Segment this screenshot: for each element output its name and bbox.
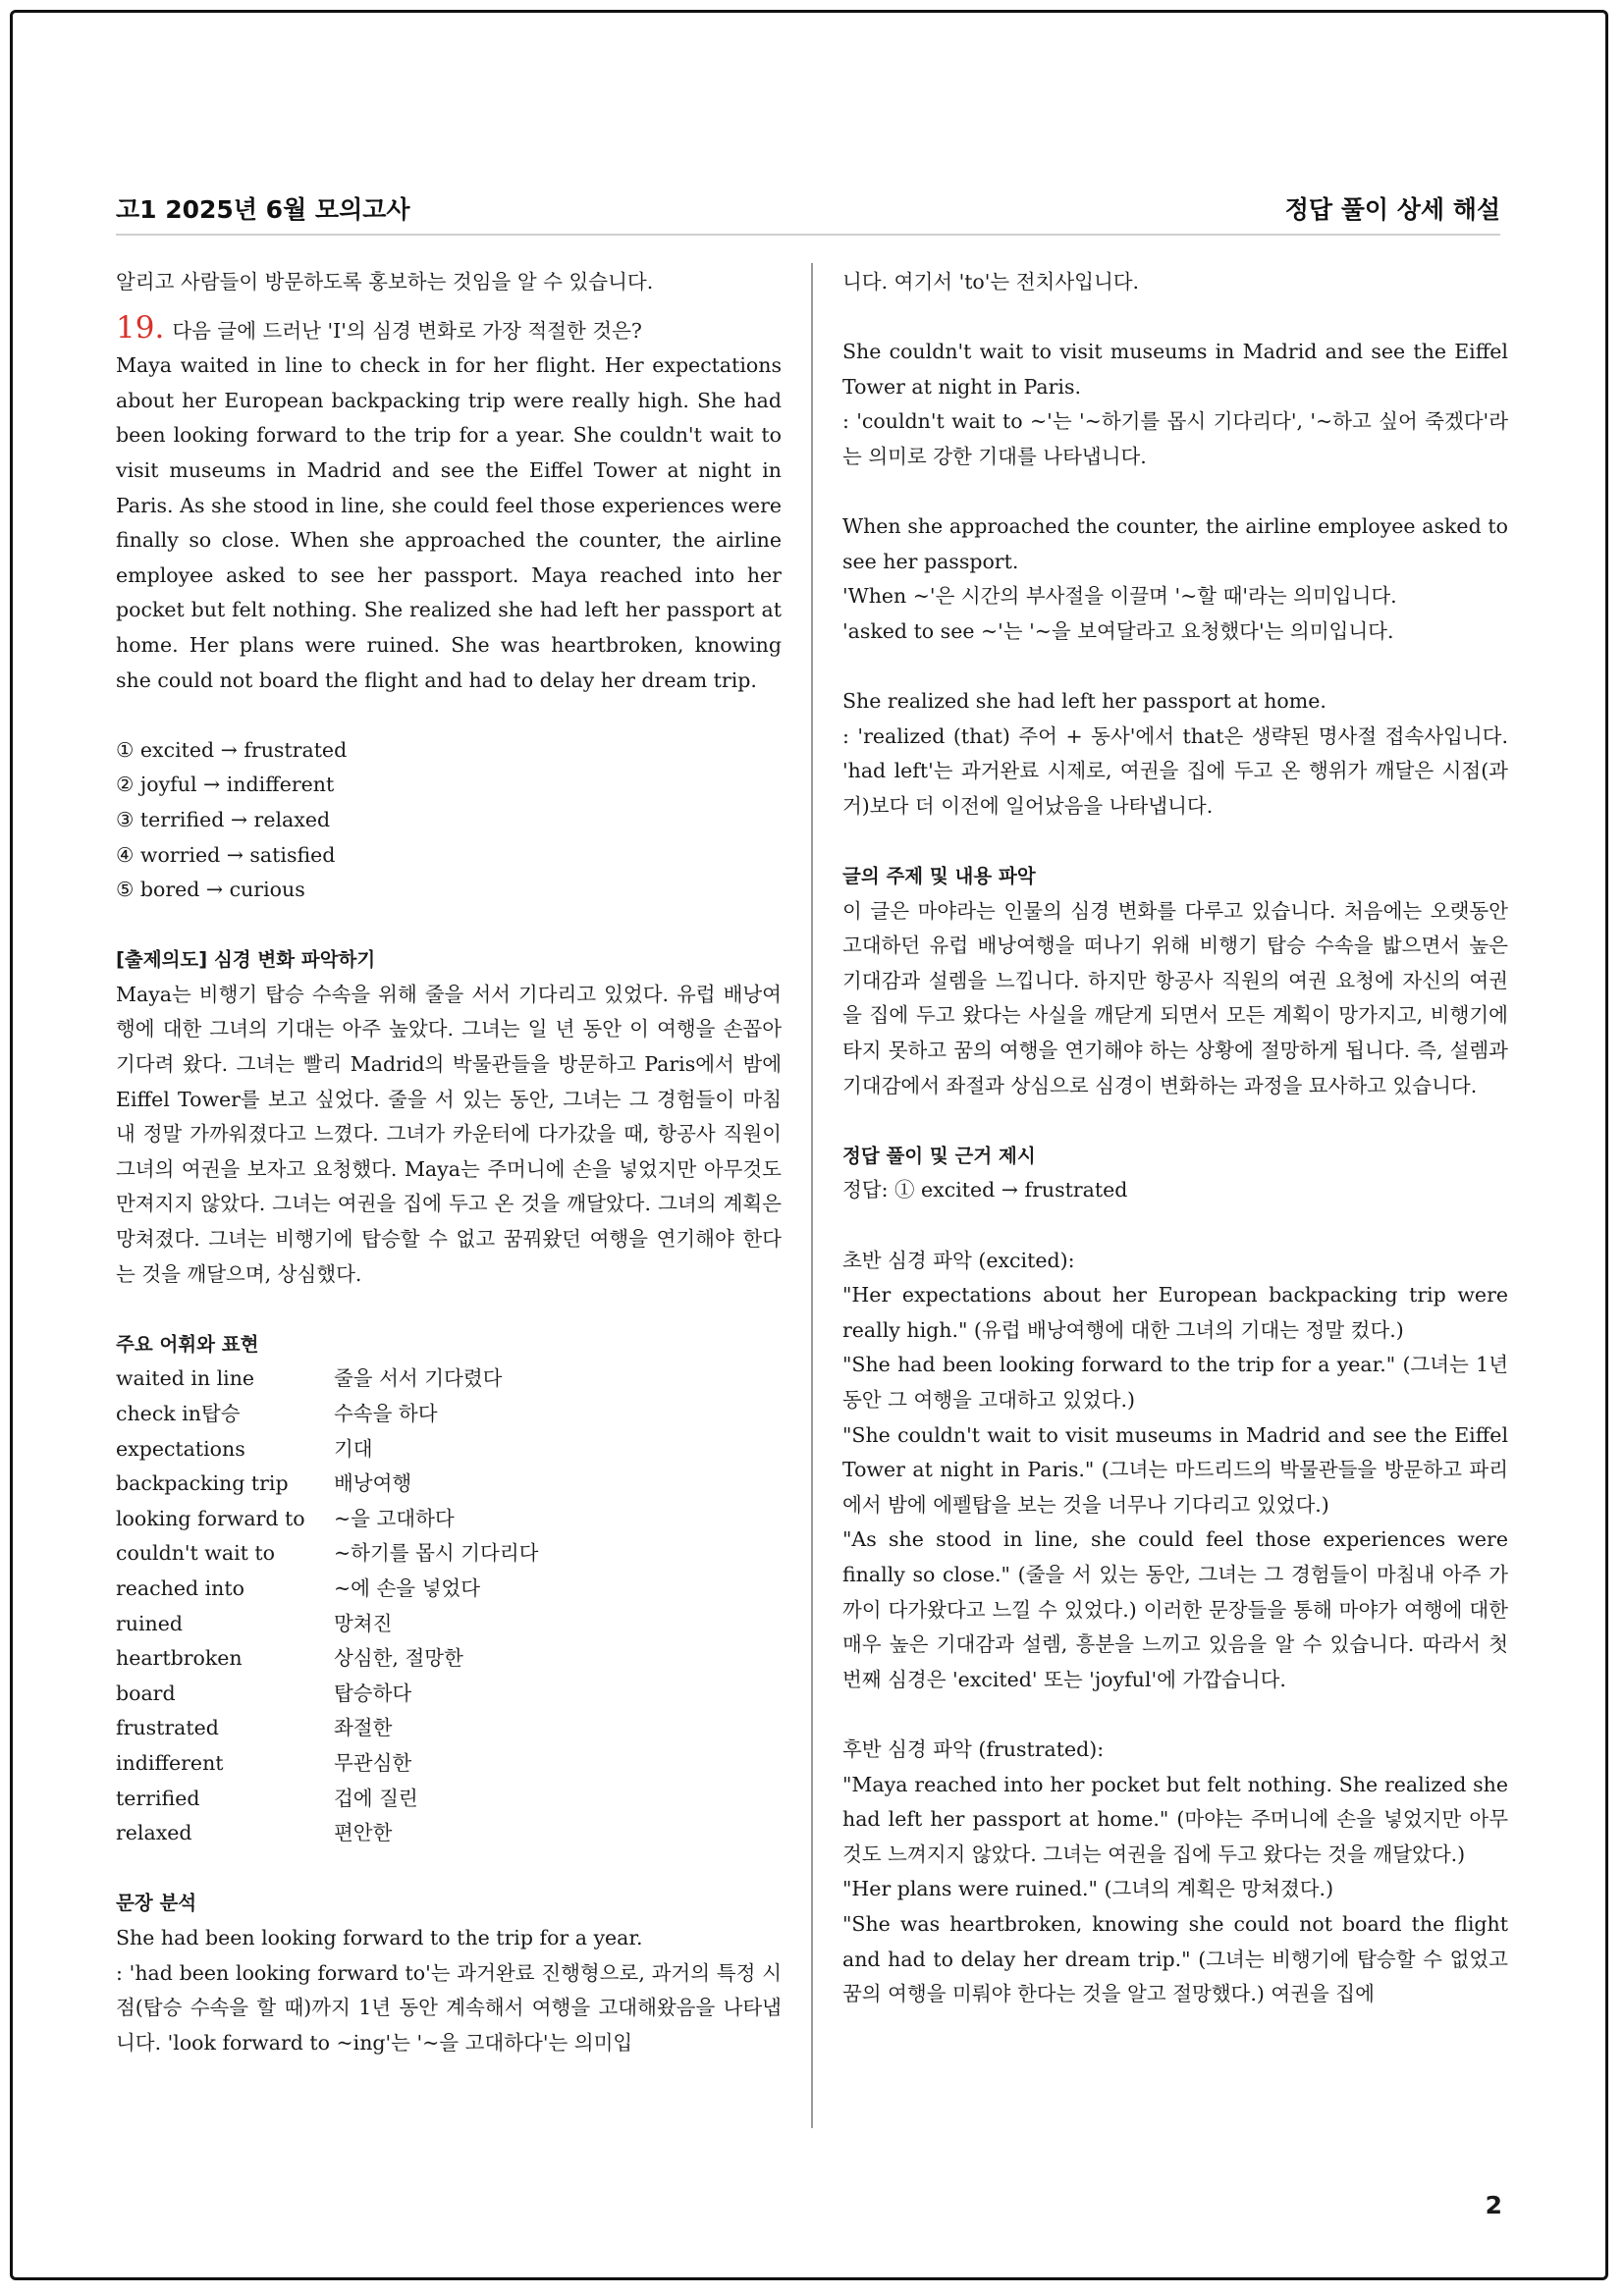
vocab-list — [116, 1362, 782, 1850]
left-column — [116, 265, 782, 2060]
vocab-row — [116, 1362, 782, 1397]
question-number: 19. — [116, 309, 165, 346]
right-column — [842, 265, 1508, 2012]
vocab-row — [116, 1432, 782, 1468]
option-5: ⑤ bored → curious — [116, 878, 305, 902]
vocab-en: relaxed — [116, 1821, 192, 1845]
vocab-ko: ~을 고대하다 — [334, 1506, 455, 1530]
vocab-row — [116, 1467, 782, 1502]
vocab-row — [116, 1572, 782, 1607]
vocab-en: frustrated — [116, 1716, 219, 1740]
analysis-explanation: : 'had been looking forward to'는 과거완료 진행형으로, 과거의 특정 시점(탑승 수속을 할 때)까지 1년 동안 계속해서 여행을 고대해왔음을 나타냅니다. 'look forward to ~ing'는 '~을 고대하다'는 의미입 — [116, 1960, 782, 2055]
option-4: ④ worried → satisfied — [116, 842, 336, 867]
late-mood-label: 후반 심경 파악 (frustrated): — [842, 1736, 1105, 1761]
vocab-row — [116, 1677, 782, 1712]
intent-translation: Maya는 비행기 탑승 수속을 위해 줄을 서서 기다리고 있었다. 유럽 배낭여행에 대한 그녀의 기대는 아주 높았다. 그녀는 일 년 동안 이 여행을 손꼽아 기다려 왔다. 그녀는 빨리 Madrid의 박물관들을 방문하고 Paris에서 밤에 Eiffel Tower를 보고 싶었다. 줄을 서 있는 동안, 그녀는 그 경험들이 마침내 정말 가까워졌다고 느꼈다. 그녀가 카운터에 다가갔을 때, 항공사 직원이 그녀의 여권을 보자고 요청했다. Maya는 주머니에 손을 넣었지만 아무것도 만져지지 않았다. 그녀는 여권을 집에 두고 온 것을 깨달았다. 그녀의 계획은 망쳐졌다. 그녀는 비행기에 탑승할 수 없고 꿈꿔왔던 여행을 연기해야 한다는 것을 깨달으며, 상심했다. — [116, 982, 782, 1286]
vocab-row — [116, 1711, 782, 1746]
vocab-en: heartbroken — [116, 1646, 243, 1671]
topic-text: 이 글은 마야라는 인물의 심경 변화를 다루고 있습니다. 처음에는 오랫동안 고대하던 유럽 배낭여행을 떠나기 위해 비행기 탑승 수속을 밟으면서 높은 기대감과 설렘을 느낍니다. 하지만 항공사 직원의 여권 요청에 자신의 여권을 집에 두고 왔다는 사실을 깨닫게 되면서 모든 계획이 망가지고, 비행기에 타지 못하고 꿈의 여행을 연기해야 하는 상황에 절망하게 됩니다. 즉, 설렘과 기대감에서 좌절과 상심으로 심경이 변화하는 과정을 묘사하고 있습니다. — [842, 898, 1508, 1097]
vocab-row — [116, 1746, 782, 1782]
evidence-quote: "As she stood in line, she could feel those experiences were finally so close." (줄을 서 있는 동안, 그녀는 그 경험들이 마침내 아주 가까이 다가왔다고 느낄 수 있었다.) 이러한 문장들을 통해 마야가 여행에 대한 매우 높은 기대감과 설렘, 흥분을 느끼고 있음을 알 수 있습니다. 따라서 첫 번째 심경은 'excited' 또는 'joyful'에 가깝습니다. — [842, 1527, 1508, 1691]
section-title: 정답 풀이 상세 해설 — [1284, 195, 1500, 224]
analysis-sentence: When she approached the counter, the airline employee asked to see her passport. — [842, 514, 1508, 573]
analysis-continued: 니다. 여기서 'to'는 전치사입니다. — [842, 270, 1140, 294]
vocab-ko: 편안한 — [334, 1821, 393, 1845]
vocab-ko: 좌절한 — [334, 1716, 393, 1740]
topic-heading: 글의 주제 및 내용 파악 — [842, 865, 1036, 888]
vocab-en: indifferent — [116, 1750, 224, 1775]
vocab-row — [116, 1782, 782, 1817]
vocab-en: waited in line — [116, 1366, 255, 1391]
page-header — [116, 187, 1500, 236]
vocab-ko: 줄을 서서 기다렸다 — [334, 1366, 503, 1391]
evidence-quote: "She had been looking forward to the trip for a year." (그녀는 1년 동안 그 여행을 고대하고 있었다.) — [842, 1353, 1508, 1412]
vocab-row — [116, 1607, 782, 1642]
question-prompt: 다음 글에 드러난 'I'의 심경 변화로 가장 적절한 것은? — [172, 318, 642, 343]
early-mood-label: 초반 심경 파악 (excited): — [842, 1248, 1075, 1272]
answer-text: 정답: ① excited → frustrated — [842, 1178, 1128, 1202]
vocab-ko: ~에 손을 넣었다 — [334, 1575, 481, 1600]
analysis-explanation: : 'realized (that) 주어 + 동사'에서 that은 생략된 명사절 접속사입니다. 'had left'는 과거완료 시제로, 여권을 집에 두고 온 행위가 깨달은 시점(과거)보다 더 이전에 일어났음을 나타냅니다. — [842, 723, 1508, 818]
vocab-heading: 주요 어휘와 표현 — [116, 1332, 259, 1356]
vocab-row — [116, 1536, 782, 1572]
question-passage: Maya waited in line to check in for her flight. Her expectations about her European backpacking trip were really high. She had been looking forward to the trip for a year. She couldn't wait to visit museums in Madrid and see the Eiffel Tower at night in Paris. As she stood in line, she could feel those experiences were finally so close. When she approached the counter, the airline employee asked to see her passport. Maya reached into her pocket but felt nothing. She realized she had left her passport at home. Her plans were ruined. She was heartbroken, knowing she could not board the flight and had to delay her dream trip. — [116, 353, 782, 692]
evidence-quote: "She couldn't wait to visit museums in Madrid and see the Eiffel Tower at night in Paris." (그녀는 마드리드의 박물관들을 방문하고 파리에서 밤에 에펠탑을 보는 것을 너무나 기다리고 있었다.) — [842, 1422, 1508, 1517]
vocab-en: expectations — [116, 1436, 245, 1461]
vocab-ko: 기대 — [334, 1436, 373, 1461]
vocab-row — [116, 1641, 782, 1677]
vocab-row — [116, 1397, 782, 1432]
page-number: 2 — [1485, 2191, 1502, 2219]
column-divider — [811, 263, 813, 2128]
analysis-explanation: 'asked to see ~'는 '~을 보여달라고 요청했다'는 의미입니다. — [842, 618, 1394, 643]
vocab-en: terrified — [116, 1786, 200, 1810]
vocab-ko: 무관심한 — [334, 1750, 412, 1775]
analysis-sentence: She had been looking forward to the trip for a year. — [116, 1925, 643, 1949]
answer-heading: 정답 풀이 및 근거 제시 — [842, 1144, 1036, 1167]
vocab-en: reached into — [116, 1575, 244, 1600]
vocab-en: board — [116, 1681, 176, 1705]
vocab-ko: ~하기를 몹시 기다리다 — [334, 1541, 539, 1566]
option-2: ② joyful → indifferent — [116, 773, 335, 797]
vocab-en: looking forward to — [116, 1506, 305, 1530]
analysis-explanation: : 'couldn't wait to ~'는 '~하기를 몹시 기다리다', '~하고 싶어 죽겠다'라는 의미로 강한 기대를 나타냅니다. — [842, 409, 1508, 468]
analysis-explanation: 'When ~'은 시간의 부사절을 이끌며 '~할 때'라는 의미입니다. — [842, 584, 1397, 609]
analysis-heading: 문장 분석 — [116, 1892, 197, 1915]
vocab-en: check in탑승 — [116, 1402, 241, 1425]
vocab-ko: 상심한, 절망한 — [334, 1646, 463, 1671]
vocab-en: backpacking trip — [116, 1471, 289, 1496]
vocab-en: ruined — [116, 1611, 184, 1635]
vocab-en: couldn't wait to — [116, 1541, 275, 1566]
analysis-sentence: She realized she had left her passport at home. — [842, 689, 1326, 714]
question-header — [116, 308, 782, 349]
vocab-ko: 망쳐진 — [334, 1611, 393, 1635]
exam-title: 고1 2025년 6월 모의고사 — [116, 195, 410, 224]
evidence-quote: "Her expectations about her European backpacking trip were really high." (유럽 배낭여행에 대한 그녀의 기대는 정말 컸다.) — [842, 1283, 1508, 1342]
option-3: ③ terrified → relaxed — [116, 807, 331, 831]
analysis-sentence: She couldn't wait to visit museums in Madrid and see the Eiffel Tower at night in Paris. — [842, 340, 1508, 399]
vocab-row — [116, 1502, 782, 1537]
evidence-quote: "Her plans were ruined." (그녀의 계획은 망쳐졌다.) — [842, 1877, 1334, 1901]
intent-heading: [출제의도] 심경 변화 파악하기 — [116, 948, 376, 972]
vocab-ko: 겁에 질린 — [334, 1786, 418, 1810]
intro-text: 알리고 사람들이 방문하도록 홍보하는 것임을 알 수 있습니다. — [116, 270, 654, 294]
vocab-row — [116, 1816, 782, 1851]
option-1: ① excited → frustrated — [116, 737, 348, 762]
evidence-quote: "Maya reached into her pocket but felt nothing. She realized she had left her passport at home." (마야는 주머니에 손을 넣었지만 아무것도 느껴지지 않았다. 그녀는 여권을 집에 두고 왔다는 것을 깨달았다.) — [842, 1772, 1508, 1866]
vocab-ko: 수속을 하다 — [334, 1402, 438, 1425]
vocab-ko: 배낭여행 — [334, 1471, 412, 1496]
vocab-ko: 탑승하다 — [334, 1681, 412, 1705]
evidence-quote: "She was heartbroken, knowing she could not board the flight and had to delay her dream trip." (그녀는 비행기에 탑승할 수 없었고 꿈의 여행을 미뤄야 한다는 것을 알고 절망했다.) 여권을 집에 — [842, 1911, 1508, 2006]
